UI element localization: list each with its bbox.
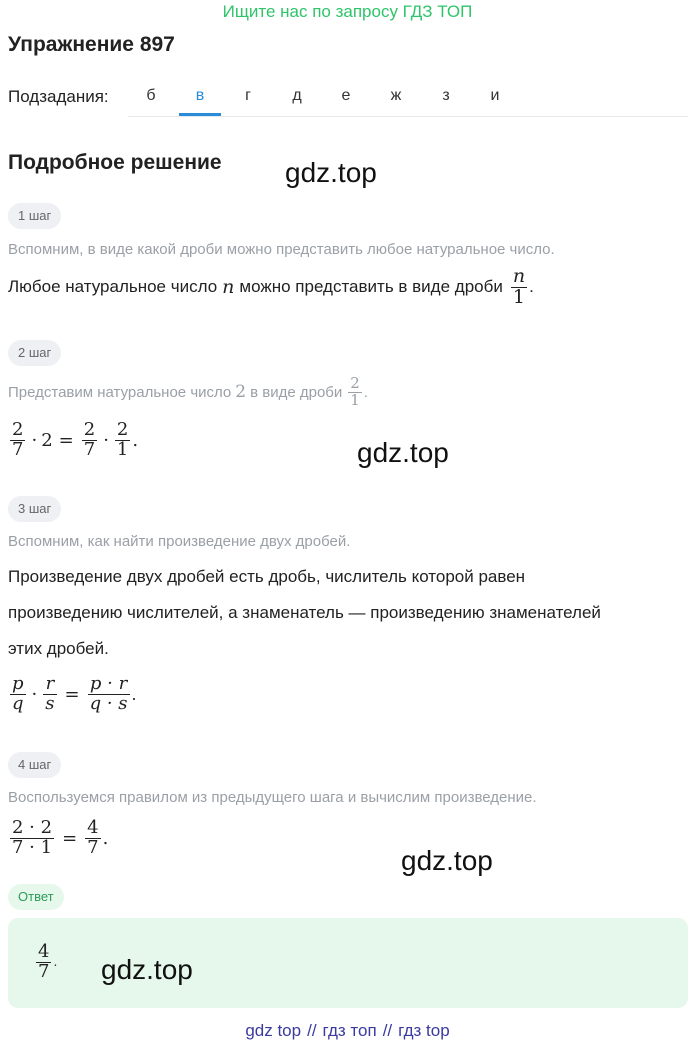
step-badge: 1 шаг: [8, 203, 61, 229]
fraction-numerator: 2: [116, 418, 129, 440]
fraction-numerator: p: [12, 672, 24, 694]
step-hint: Вспомним, в виде какой дроби можно представить любое натуральное число.: [8, 241, 555, 258]
punctuation: .: [363, 383, 368, 401]
page-title: Упражнение 897: [8, 33, 175, 56]
punctuation: .: [529, 277, 534, 296]
fraction-denominator: 7: [38, 960, 50, 982]
watermark: gdz.top: [357, 437, 449, 468]
footer-separator: //: [307, 1021, 317, 1040]
fraction: [82, 418, 97, 460]
punctuation: .: [131, 683, 137, 704]
answer-box: [8, 918, 688, 1008]
multiply-sign: ·: [31, 683, 38, 705]
watermark: gdz.top: [285, 157, 377, 188]
step-equation: [8, 668, 137, 720]
punctuation: .: [132, 429, 139, 451]
tab-subtask-v[interactable]: в: [179, 80, 221, 116]
tab-subtask-i[interactable]: и: [490, 87, 500, 104]
subtasks-tabs: [128, 80, 688, 117]
fraction-denominator: q: [12, 692, 24, 714]
fraction-numerator: 2: [12, 418, 24, 440]
fraction: [348, 373, 362, 409]
step-badge: 4 шаг: [8, 752, 61, 778]
step-equation: [8, 812, 108, 864]
fraction-denominator: 1: [116, 438, 129, 460]
footer-link[interactable]: гдз топ: [322, 1021, 377, 1040]
fraction-denominator: q · s: [89, 692, 128, 714]
punctuation: .: [102, 827, 109, 849]
fraction-numerator: 4: [87, 816, 99, 838]
fraction: [10, 418, 25, 460]
tab-subtask-e[interactable]: е: [341, 87, 351, 104]
fraction-denominator: s: [45, 692, 55, 714]
fraction: [511, 264, 527, 308]
fraction: [10, 816, 54, 858]
multiply-sign: ·: [31, 429, 38, 451]
fraction-denominator: 7: [83, 438, 96, 460]
fraction-denominator: 1: [512, 285, 526, 308]
fraction-numerator: r: [43, 675, 56, 695]
fraction-denominator: 7: [87, 836, 99, 858]
tab-subtask-d[interactable]: д: [292, 87, 302, 104]
step-hint: Вспомним, как найти произведение двух дробей.: [8, 533, 351, 550]
promo-banner[interactable]: Ищите нас по запросу ГДЗ ТОП: [222, 2, 473, 21]
fraction-denominator: 1: [350, 390, 360, 409]
math-variable: n: [222, 276, 235, 298]
fraction: [10, 672, 26, 714]
fraction: [88, 672, 130, 714]
fraction-numerator: p · r: [88, 675, 130, 695]
tab-subtask-z[interactable]: з: [442, 87, 450, 104]
math-number: 2: [41, 429, 53, 451]
step-text: [8, 262, 534, 312]
watermark: gdz.top: [101, 954, 193, 985]
footer-link[interactable]: gdz top: [245, 1021, 302, 1040]
text-fragment: можно представить в виде дроби: [239, 277, 503, 296]
watermark: gdz.top: [401, 845, 493, 876]
step-hint: [8, 370, 368, 414]
footer-links: [0, 1021, 695, 1041]
tab-subtask-b[interactable]: б: [146, 87, 156, 104]
subtasks-label: Подзадания:: [8, 87, 109, 106]
footer-link[interactable]: гдз top: [398, 1021, 450, 1040]
hint-fragment: Представим натуральное число: [8, 383, 232, 401]
fraction-numerator: 2 · 2: [12, 816, 53, 838]
answer-value: [34, 936, 57, 988]
fraction-numerator: 4: [38, 940, 50, 962]
fraction: [115, 418, 130, 460]
fraction-denominator: 7: [12, 438, 24, 460]
fraction-numerator: 2: [350, 373, 360, 392]
fraction-denominator: 7 · 1: [12, 836, 53, 858]
equals-sign: =: [64, 683, 80, 705]
fraction: [36, 940, 51, 982]
multiply-sign: ·: [103, 429, 109, 451]
equals-sign: =: [62, 827, 78, 849]
rule-text-line: этих дробей.: [8, 639, 109, 658]
math-number: 2: [235, 382, 247, 402]
tab-subtask-g[interactable]: г: [245, 87, 251, 104]
solution-heading: Подробное решение: [8, 151, 222, 174]
tab-subtask-zh[interactable]: ж: [390, 87, 402, 104]
fraction: [85, 816, 100, 858]
step-equation: [8, 414, 138, 466]
step-badge: 3 шаг: [8, 496, 61, 522]
step-hint: Воспользуемся правилом из предыдущего шага и вычислим произведение.: [8, 789, 537, 806]
fraction-numerator: 2: [83, 418, 96, 440]
rule-text-line: Произведение двух дробей есть дробь, числитель которой равен: [8, 567, 526, 586]
punctuation: .: [53, 955, 58, 969]
equals-sign: =: [58, 429, 74, 451]
hint-fragment: в виде дроби: [250, 383, 343, 401]
fraction-numerator: n: [512, 264, 526, 287]
rule-text-line: произведению числителей, а знаменатель — произведению знаменателей: [8, 603, 601, 622]
footer-separator: //: [382, 1021, 393, 1040]
answer-badge: Ответ: [8, 884, 64, 910]
fraction: [43, 672, 56, 714]
step-badge: 2 шаг: [8, 340, 61, 366]
text-fragment: Любое натуральное число: [8, 277, 218, 296]
